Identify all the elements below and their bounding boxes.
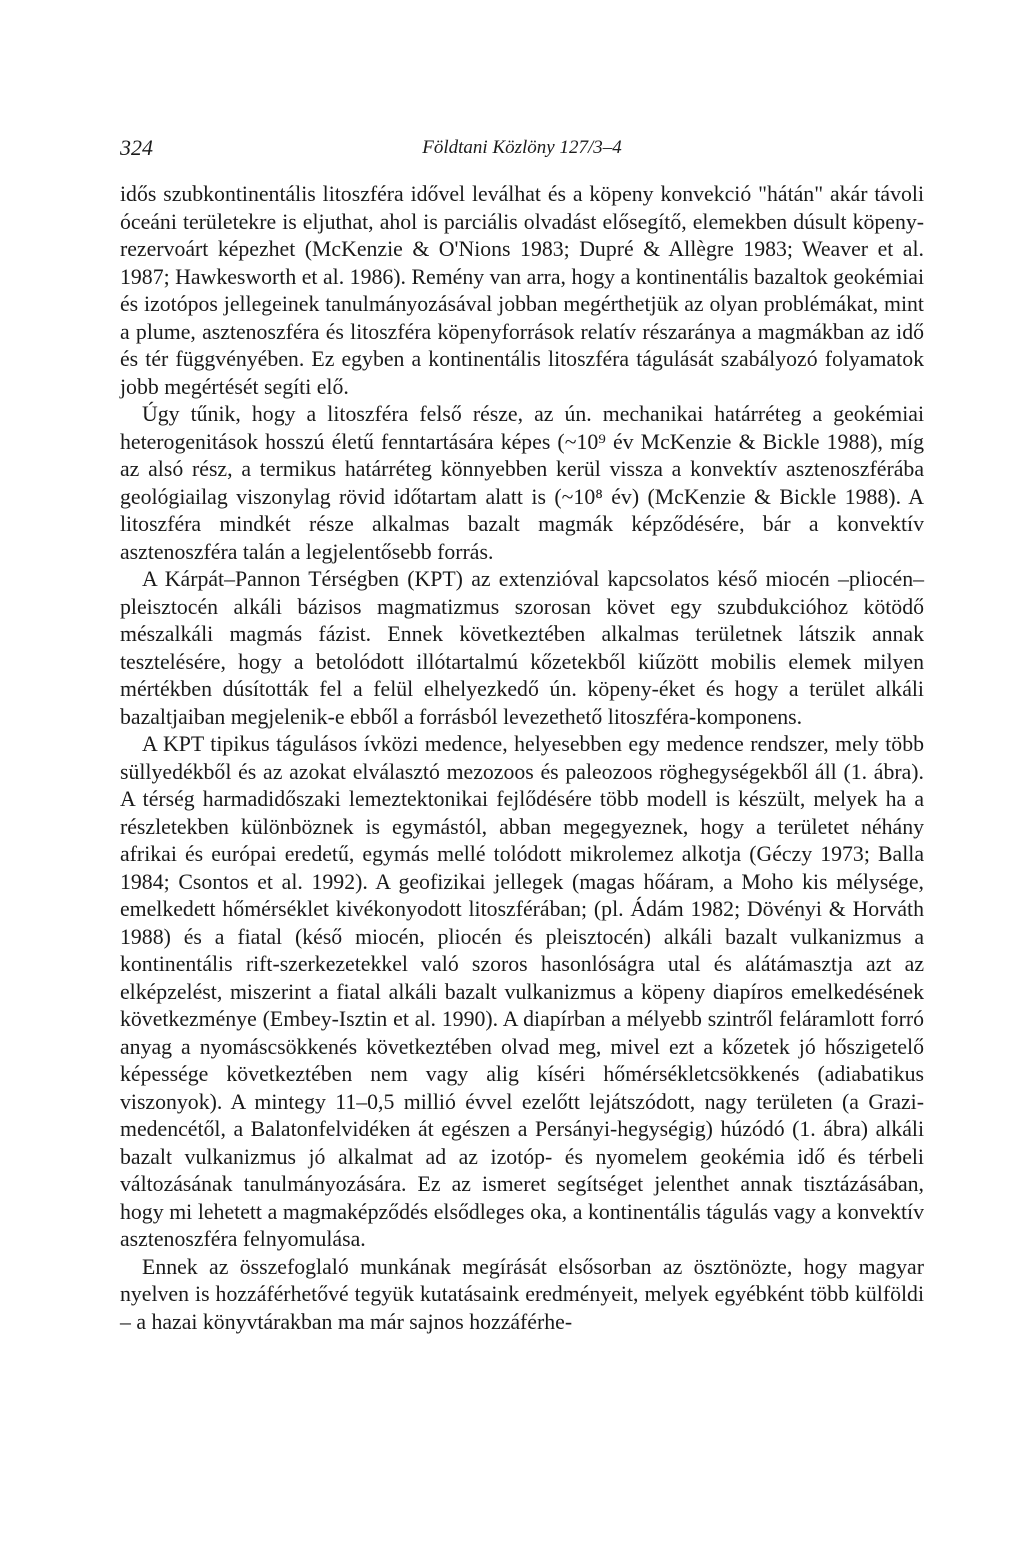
running-header <box>120 132 924 164</box>
paragraph-1: idős szubkontinentális litoszféra idővel leválhat és a köpeny konvekció "hátán" akár távoli óceáni területekre is eljuthat, ahol is parciális olvadást elősegítő, elemekben dúsult köpeny-rezervoárt képezhet (McKenzie & O'Nions 1983; Dupré & Allègre 1983; Weaver et al. 1987; Hawkesworth et al. 1986). Remény van arra, hogy a kontinentális bazaltok geokémiai és izotópos jellegeinek tanulmányozásával jobban megérthetjük az olyan problémákat, mint a plume, asztenoszféra és litoszféra köpenyforrások relatív részaránya a magmákban az idő és tér függvényében. Ez egyben a kontinentális litoszféra tágulását szabályozó folyamatok jobb megértését segíti elő. <box>120 182 924 399</box>
paragraph-3: A Kárpát–Pannon Térségben (KPT) az extenzióval kapcsolatos késő miocén –pliocén–pleisztocén alkáli bázisos magmatizmus szorosan követ egy szubdukcióhoz kötödő mészalkáli magmás fázist. Ennek következtében alkalmas területnek látszik annak tesztelésére, hogy a betolódott illótartalmú kőzetekből kiűzött mobilis elemek milyen mértékben dúsították fel a felül elhelyezkedő ún. köpeny-éket és hogy a terület alkáli bazaltjaiban megjelenik-e ebből a forrásból levezethető litoszféra-komponens. <box>120 567 924 729</box>
body-text <box>120 181 924 1336</box>
paragraph-2: Úgy tűnik, hogy a litoszféra felső része, az ún. mechanikai határréteg a geokémiai heterogenitások hosszú életű fenntartására képes (~10⁹ év McKenzie & Bickle 1988), míg az alsó rész, a termikus határréteg könnyebben kerül vissza a konvektív asztenoszférába geológiailag viszonylag rövid időtartam alatt is (~10⁸ év) (McKenzie & Bickle 1988). A litoszféra mindkét része alkalmas bazalt magmák képződésére, bár a konvektív asztenoszféra talán a legjelentősebb forrás. <box>120 402 924 564</box>
journal-title: Földtani Közlöny 127/3–4 <box>422 137 622 158</box>
paragraph-5: Ennek az összefoglaló munkának megírását elsősorban az ösztönözte, hogy magyar nyelven is hozzáférhetővé tegyük kutatásaink eredményeit, melyek egyébként több külföldi – a hazai könyvtárakban ma már sajnos hozzáférhe- <box>120 1254 924 1334</box>
page-number: 324 <box>120 135 153 160</box>
paragraph-4: A KPT tipikus tágulásos ívközi medence, helyesebben egy medence rendszer, mely több süllyedékből és az azokat elválasztó mezozoos és paleozoos röghegységekből áll (1. ábra). A térség harmadidőszaki lemeztektonikai fejlődésére több modell is készült, melyek ha a részletekben különböznek is egymástól, abban megegyeznek, hogy a területet néhány afrikai és európai eredetű, egymás mellé tolódott mikrolemez alkotja (Géczy 1973; Balla 1984; Csontos et al. 1992). A geofizikai jellegek (magas hőáram, a Moho kis mélysége, emelkedett hőmérséklet kivékonyodott litoszférában; (pl. Ádám 1982; Dövényi & Horváth 1988) és a fiatal (késő miocén, pliocén és pleisztocén) alkáli bazalt vulkanizmus a kontinentális rift-szerkezetekkel való szoros hasonlóságra utal és alátámasztja azt az elképzelést, miszerint a fiatal alkáli bazalt vulkanizmus a köpeny diapíros emelkedésének következménye (Embey-Isztin et al. 1990). A diapírban a mélyebb szintről feláramlott forró anyag a nyomáscsökkenés következtében olvad meg, mivel ezt a kőzetek jó hőszigetelő képessége következtében nem vagy alig kíséri hőmérsékletcsökkenés (adiabatikus viszonyok). A mintegy 11–0,5 millió évvel ezelőtt lejátszódott, nagy területen (a Grazi-medencétől, a Balatonfelvidéken át egészen a Persányi-hegységig) húzódó (1. ábra) alkáli bazalt vulkanizmus jó alkalmat ad az izotóp- és nyomelem geokémia idő és térbeli változásának tanulmányozására. Ez az ismeret segítséget jelenthet annak tisztázásában, hogy mi lehetett a magmaképződés elsődleges oka, a kontinentális tágulás vagy a konvektív asztenoszféra felnyomulása. <box>120 732 924 1251</box>
